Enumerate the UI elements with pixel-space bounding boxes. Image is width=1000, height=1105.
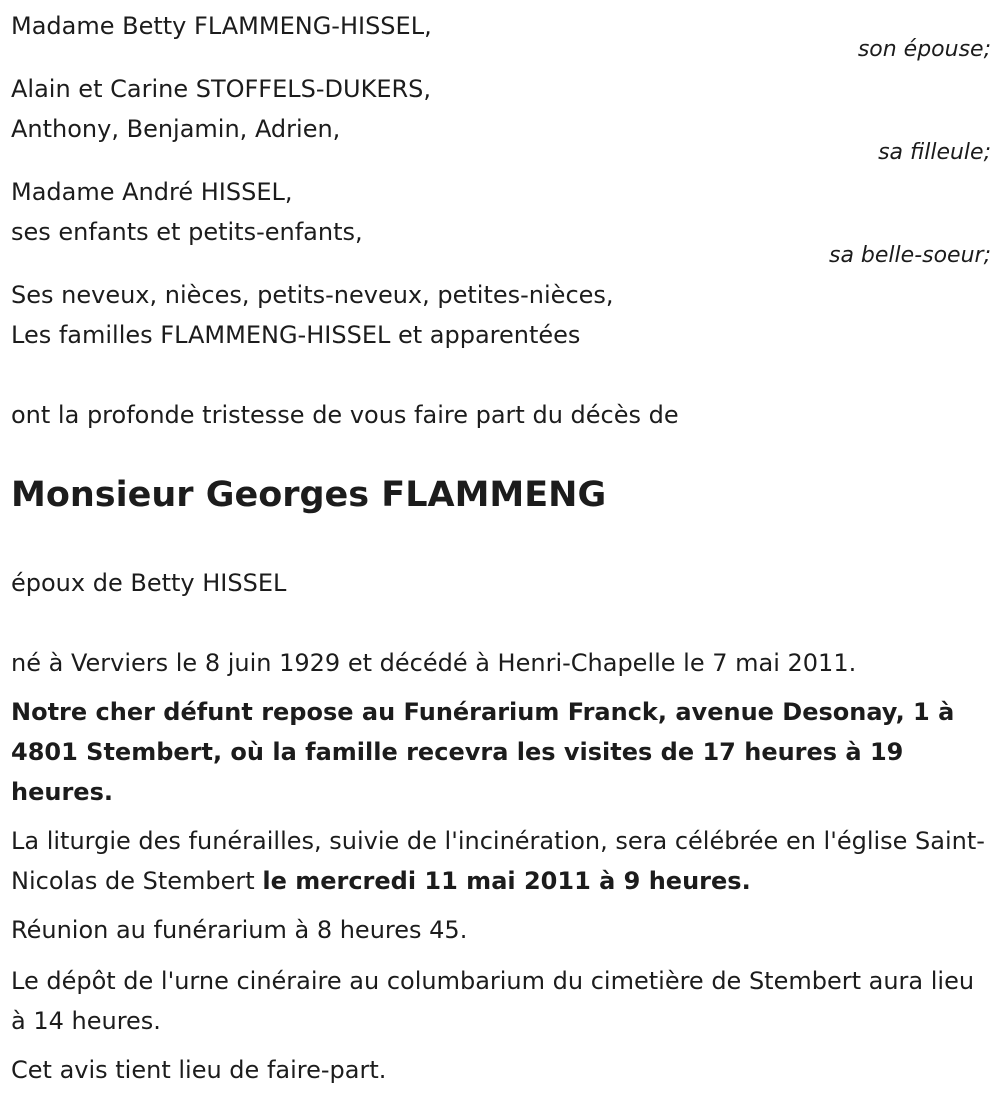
family-line-children: Anthony, Benjamin, Adrien, <box>11 115 341 143</box>
meeting-line: Réunion au funérarium à 8 heures 45. <box>11 916 468 944</box>
relation-label-goddaughter: sa filleule; <box>878 140 991 165</box>
family-line-families: Les familles FLAMMENG-HISSEL et apparentées <box>11 321 581 349</box>
liturgy-paragraph <box>11 821 986 901</box>
liturgy-text: La liturgie des funérailles, suivie de l'incinération, sera célébrée en l'église Saint-Nicolas de Stembert <box>11 827 985 895</box>
relation-label-sister-in-law: sa belle-soeur; <box>829 243 991 268</box>
family-line-stoffels: Alain et Carine STOFFELS-DUKERS, <box>11 75 432 103</box>
family-line-nephews: Ses neveux, nièces, petits-neveux, petites-nièces, <box>11 281 614 309</box>
spouse-line: époux de Betty HISSEL <box>11 569 287 597</box>
family-line-spouse: Madame Betty FLAMMENG-HISSEL, <box>11 12 432 40</box>
family-line-hissel: Madame André HISSEL, <box>11 178 293 206</box>
notice-line: Cet avis tient lieu de faire-part. <box>11 1056 387 1084</box>
announcement-text: ont la profonde tristesse de vous faire part du décès de <box>11 401 679 429</box>
liturgy-date: le mercredi 11 mai 2011 à 9 heures. <box>262 867 751 895</box>
relation-label-spouse: son épouse; <box>857 37 991 62</box>
urn-paragraph: Le dépôt de l'urne cinéraire au columbarium du cimetière de Stembert aura lieu à 14 heures. <box>11 967 975 1035</box>
repose-paragraph: Notre cher défunt repose au Funérarium Franck, avenue Desonay, 1 à 4801 Stembert, où la famille recevra les visites de 17 heures à 19 heures. <box>11 698 955 806</box>
family-line-hissel-children: ses enfants et petits-enfants, <box>11 218 363 246</box>
deceased-name: Monsieur Georges FLAMMENG <box>11 475 607 515</box>
birth-death-line: né à Verviers le 8 juin 1929 et décédé à Henri-Chapelle le 7 mai 2011. <box>11 649 857 677</box>
